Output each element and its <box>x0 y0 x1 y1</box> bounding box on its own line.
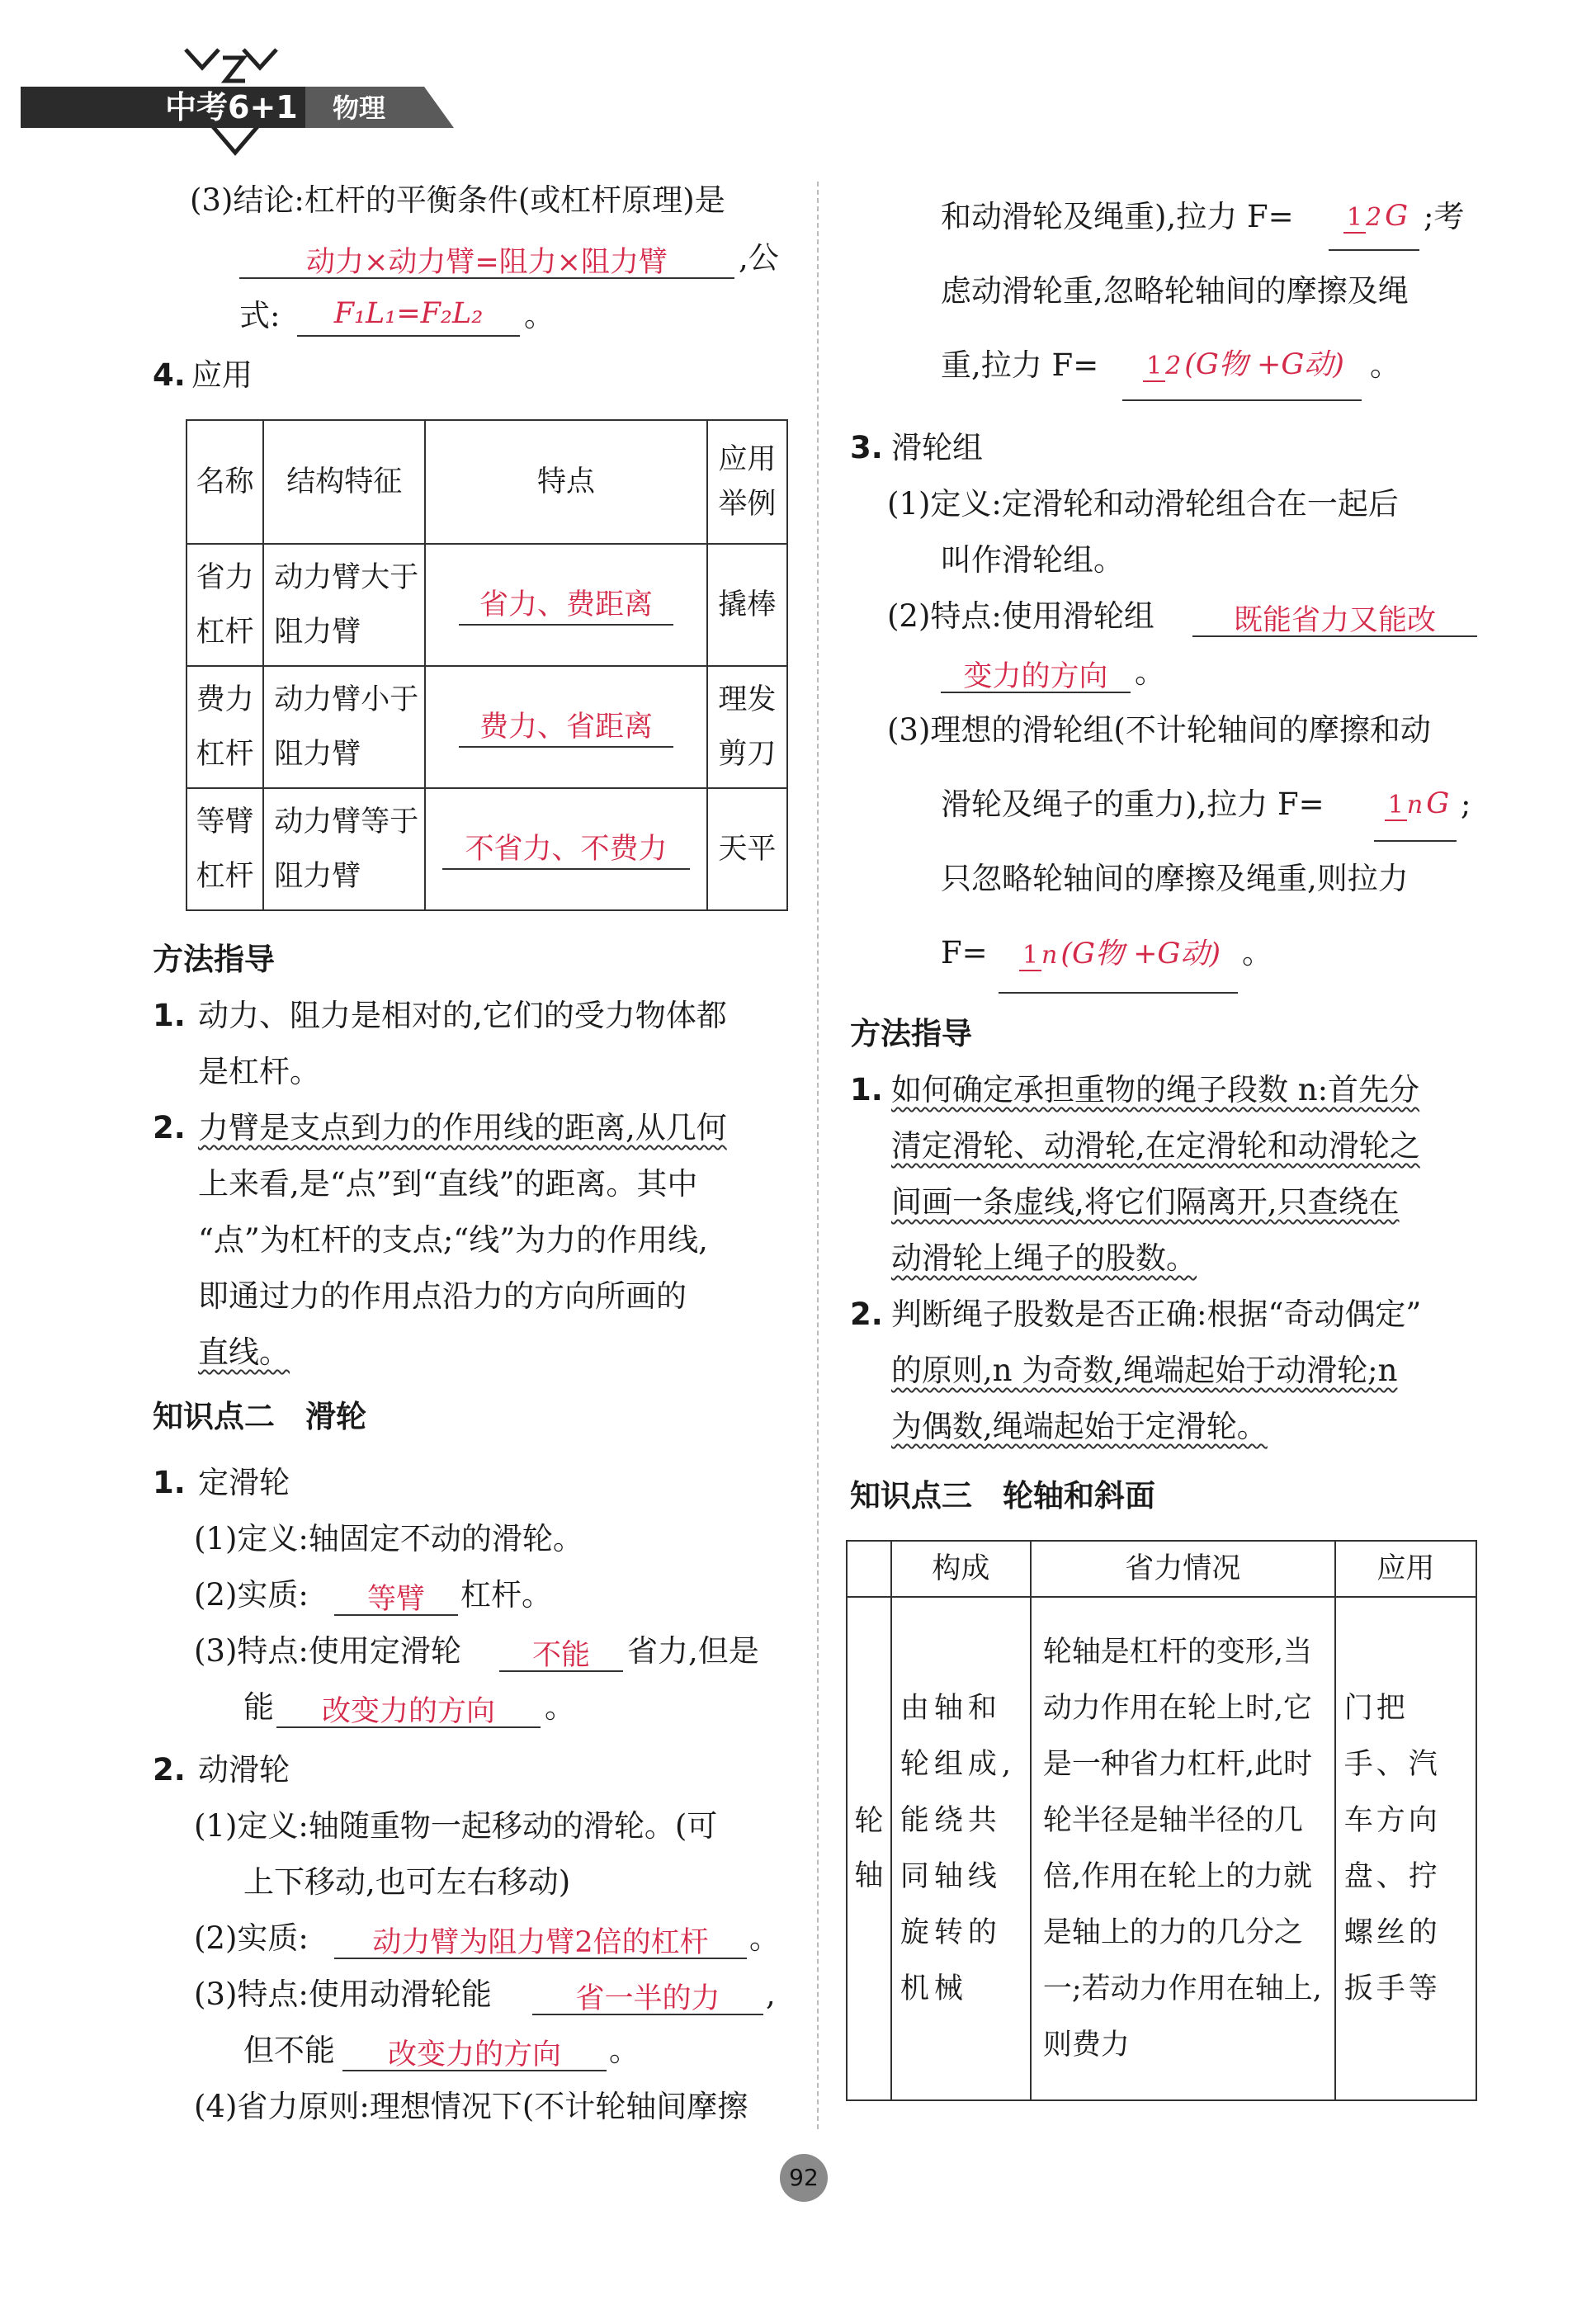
formula-answer: F₁L₁=F₂L₂ <box>297 297 520 337</box>
lever-table <box>186 419 788 911</box>
pulley-force-line-1-tail: ;考 <box>1424 199 1465 234</box>
wheel-axle-composition-cell: 由轴和轮组成,能绕共同轴线旋转的机械 <box>891 1597 1031 2100</box>
method-r1-line: 如何确定承担重物的绳子段数 n:首先分 <box>891 1072 1420 1108</box>
wheel-axle-application-cell: 门把手、汽车方向盘、拧螺丝的扳手等 <box>1335 1597 1476 2100</box>
wheel-axle-force-cell: 轮轴是杠杆的变形,当动力作用在轮上时,它是一种省力杠杆,此时轮半径是轴半径的几倍,作用在轮上的力就是轴上的力的几分之一;若动力作用在轴上,则费力 <box>1031 1597 1335 2100</box>
pulley-force-answer-1: 1 2 G <box>1329 183 1419 251</box>
method-1-line: 动力、阻力是相对的,它们的受力物体都 <box>198 998 727 1033</box>
method-2-line: 即通过力的作用点沿力的方向所画的 <box>198 1278 687 1314</box>
wheel-axle-header-composition: 构成 <box>891 1541 1031 1597</box>
brand-title: 中考6+1 <box>165 89 298 125</box>
fixed-pulley-trait2-label: 能 <box>243 1689 274 1725</box>
wheel-axle-name-cell: 轮轴 <box>847 1597 891 2100</box>
conclusion-tail: ,公 <box>739 240 779 276</box>
pulley-force-line-2: 虑动滑轮重,忽略轮轴间的摩擦及绳 <box>941 273 1409 309</box>
lever-header-feature: 结构特征 <box>263 420 425 544</box>
movable-pulley-trait2-tail: 。 <box>609 2033 640 2068</box>
movable-pulley-principle: (4)省力原则:理想情况下(不计轮轴间摩擦 <box>194 2089 748 2124</box>
movable-pulley-essence-answer: 动力臂为阻力臂2倍的杠杆 <box>334 1920 747 1959</box>
knowledge-3-heading: 知识点三 轮轴和斜面 <box>850 1478 1155 1514</box>
method-2-line: 上来看,是“点”到“直线”的距离。其中 <box>198 1166 698 1202</box>
pulley-group-ideal-4: F= <box>941 935 988 971</box>
fixed-pulley-essence-answer: 等臂 <box>334 1576 458 1616</box>
movable-pulley-trait2-answer: 改变力的方向 <box>342 2032 607 2071</box>
method-r2-line: 判断绳子股数是否正确:根据“奇动偶定” <box>891 1296 1422 1332</box>
fixed-pulley-trait-answer: 不能 <box>499 1632 623 1672</box>
method-r1-line: 间画一条虚线,将它们隔离开,只查绕在 <box>891 1184 1400 1220</box>
lever-header-trait: 特点 <box>425 420 707 544</box>
page-number: 92 <box>789 2164 819 2191</box>
method-r2-line: 的原则,n 为奇数,绳端起始于动滑轮;n <box>891 1353 1398 1388</box>
lever-header-name: 名称 <box>187 420 263 544</box>
movable-pulley-number: 2. <box>153 1752 186 1788</box>
fixed-pulley-definition: (1)定义:轴固定不动的滑轮。 <box>194 1521 583 1556</box>
wheel-axle-header-force: 省力情况 <box>1031 1541 1335 1597</box>
lever-example-cell: 天平 <box>707 788 787 910</box>
movable-pulley-trait-answer: 省一半的力 <box>532 1976 763 2015</box>
pulley-force-line-1: 和动滑轮及绳重),拉力 F= <box>941 199 1294 234</box>
wheel-axle-header-application: 应用 <box>1335 1541 1476 1597</box>
header <box>21 50 466 149</box>
pulley-group-ideal-2-tail: ; <box>1461 786 1471 822</box>
pulley-group-ideal-3: 只忽略轮轴间的摩擦及绳重,则拉力 <box>941 861 1409 896</box>
conclusion-answer: 动力×动力臂=阻力×阻力臂 <box>239 239 734 279</box>
method-r2-line: 为偶数,绳端起始于定滑轮。 <box>891 1409 1268 1444</box>
fixed-pulley-trait2-answer: 改变力的方向 <box>276 1688 541 1728</box>
pulley-group-ideal: (3)理想的滑轮组(不计轮轴间的摩擦和动 <box>887 712 1431 748</box>
knowledge-2-heading: 知识点二 滑轮 <box>153 1399 366 1434</box>
method-heading-right: 方法指导 <box>850 1016 972 1051</box>
lever-example-cell: 撬棒 <box>707 544 787 666</box>
lever-trait-cell: 不省力、不费力 <box>425 788 707 910</box>
lever-name-cell: 等臂杠杆 <box>187 788 263 910</box>
lever-name-cell: 费力杠杆 <box>187 666 263 788</box>
pulley-group-trait-answer-2: 变力的方向 <box>941 654 1131 693</box>
application-heading: 应用 <box>191 357 253 393</box>
lever-row <box>187 544 787 666</box>
pulley-group-trait-tail: 。 <box>1135 654 1165 690</box>
wheel-axle-table <box>846 1540 1477 2101</box>
pulley-group-trait-answer: 既能省力又能改 <box>1192 597 1477 637</box>
method-r1-line: 动滑轮上绳子的股数。 <box>891 1240 1197 1276</box>
subject-label: 物理 <box>333 92 386 124</box>
pulley-group-definition: (1)定义:定滑轮和动滑轮组合在一起后 <box>887 486 1399 522</box>
method-2-line: 力臂是支点到力的作用线的距离,从几何 <box>198 1110 727 1145</box>
pulley-force-answer-3: 1 2 (G物 +G动) <box>1122 330 1362 401</box>
pulley-group-ideal-answer-2: 1 n (G物 +G动) <box>999 916 1238 994</box>
method-1-line: 是杠杆。 <box>198 1054 320 1089</box>
lever-trait-cell: 费力、省距离 <box>425 666 707 788</box>
lever-trait-cell: 省力、费距离 <box>425 544 707 666</box>
lever-feature-cell: 动力臂小于阻力臂 <box>263 666 425 788</box>
lever-example-cell: 理发剪刀 <box>707 666 787 788</box>
movable-pulley-heading: 动滑轮 <box>198 1752 290 1788</box>
lever-row <box>187 666 787 788</box>
movable-pulley-trait-label: (3)特点:使用动滑轮能 <box>194 1977 492 2012</box>
lever-feature-cell: 动力臂大于阻力臂 <box>263 544 425 666</box>
formula-label: 式: <box>239 298 281 333</box>
lever-row <box>187 788 787 910</box>
lever-name-cell: 省力杠杆 <box>187 544 263 666</box>
movable-pulley-essence-tail: 。 <box>749 1920 780 1956</box>
conclusion-text: (3)结论:杠杆的平衡条件(或杠杆原理)是 <box>190 182 725 218</box>
pulley-group-ideal-answer: 1 n G <box>1374 767 1457 842</box>
column-divider <box>817 182 819 2129</box>
wheel-axle-row <box>847 1597 1476 2100</box>
method-1-number: 1. <box>153 998 186 1033</box>
method-r2-number: 2. <box>850 1296 883 1332</box>
method-2-line: “点”为杠杆的支点;“线”为力的作用线, <box>198 1222 708 1258</box>
pulley-force-line-3: 重,拉力 F= <box>941 347 1099 383</box>
lever-feature-cell: 动力臂等于阻力臂 <box>263 788 425 910</box>
pulley-group-ideal-4-tail: 。 <box>1242 935 1273 971</box>
formula-end: 。 <box>524 298 555 333</box>
method-2-number: 2. <box>153 1110 186 1145</box>
pulley-force-line-3-tail: 。 <box>1370 347 1400 383</box>
method-2-line: 直线。 <box>198 1334 290 1370</box>
method-r1-line: 清定滑轮、动滑轮,在定滑轮和动滑轮之 <box>891 1128 1420 1164</box>
wheel-axle-header-blank <box>847 1541 891 1597</box>
pulley-group-heading: 滑轮组 <box>891 430 983 465</box>
pulley-group-ideal-2: 滑轮及绳子的重力),拉力 F= <box>941 786 1324 822</box>
fixed-pulley-trait-label: (3)特点:使用定滑轮 <box>194 1633 461 1669</box>
lever-header-example: 应用举例 <box>707 420 787 544</box>
movable-pulley-definition: (1)定义:轴随重物一起移动的滑轮。(可 <box>194 1808 718 1844</box>
application-number: 4. <box>153 357 186 393</box>
pulley-group-trait-label: (2)特点:使用滑轮组 <box>887 598 1155 634</box>
fixed-pulley-trait-tail: 省力,但是 <box>627 1633 759 1669</box>
movable-pulley-definition: 上下移动,也可左右移动) <box>243 1864 571 1900</box>
pulley-group-definition: 叫作滑轮组。 <box>941 542 1124 578</box>
fixed-pulley-number: 1. <box>153 1465 186 1500</box>
fixed-pulley-essence-tail: 杠杆。 <box>460 1577 552 1613</box>
fixed-pulley-trait2-tail: 。 <box>545 1689 575 1725</box>
movable-pulley-essence-label: (2)实质: <box>194 1920 309 1956</box>
movable-pulley-trait2-label: 但不能 <box>243 2033 335 2068</box>
method-r1-number: 1. <box>850 1072 883 1108</box>
movable-pulley-trait-tail: , <box>766 1977 776 2012</box>
pulley-group-number: 3. <box>850 430 883 465</box>
method-heading-left: 方法指导 <box>153 942 275 977</box>
fixed-pulley-essence-label: (2)实质: <box>194 1577 309 1613</box>
fixed-pulley-heading: 定滑轮 <box>198 1465 290 1500</box>
